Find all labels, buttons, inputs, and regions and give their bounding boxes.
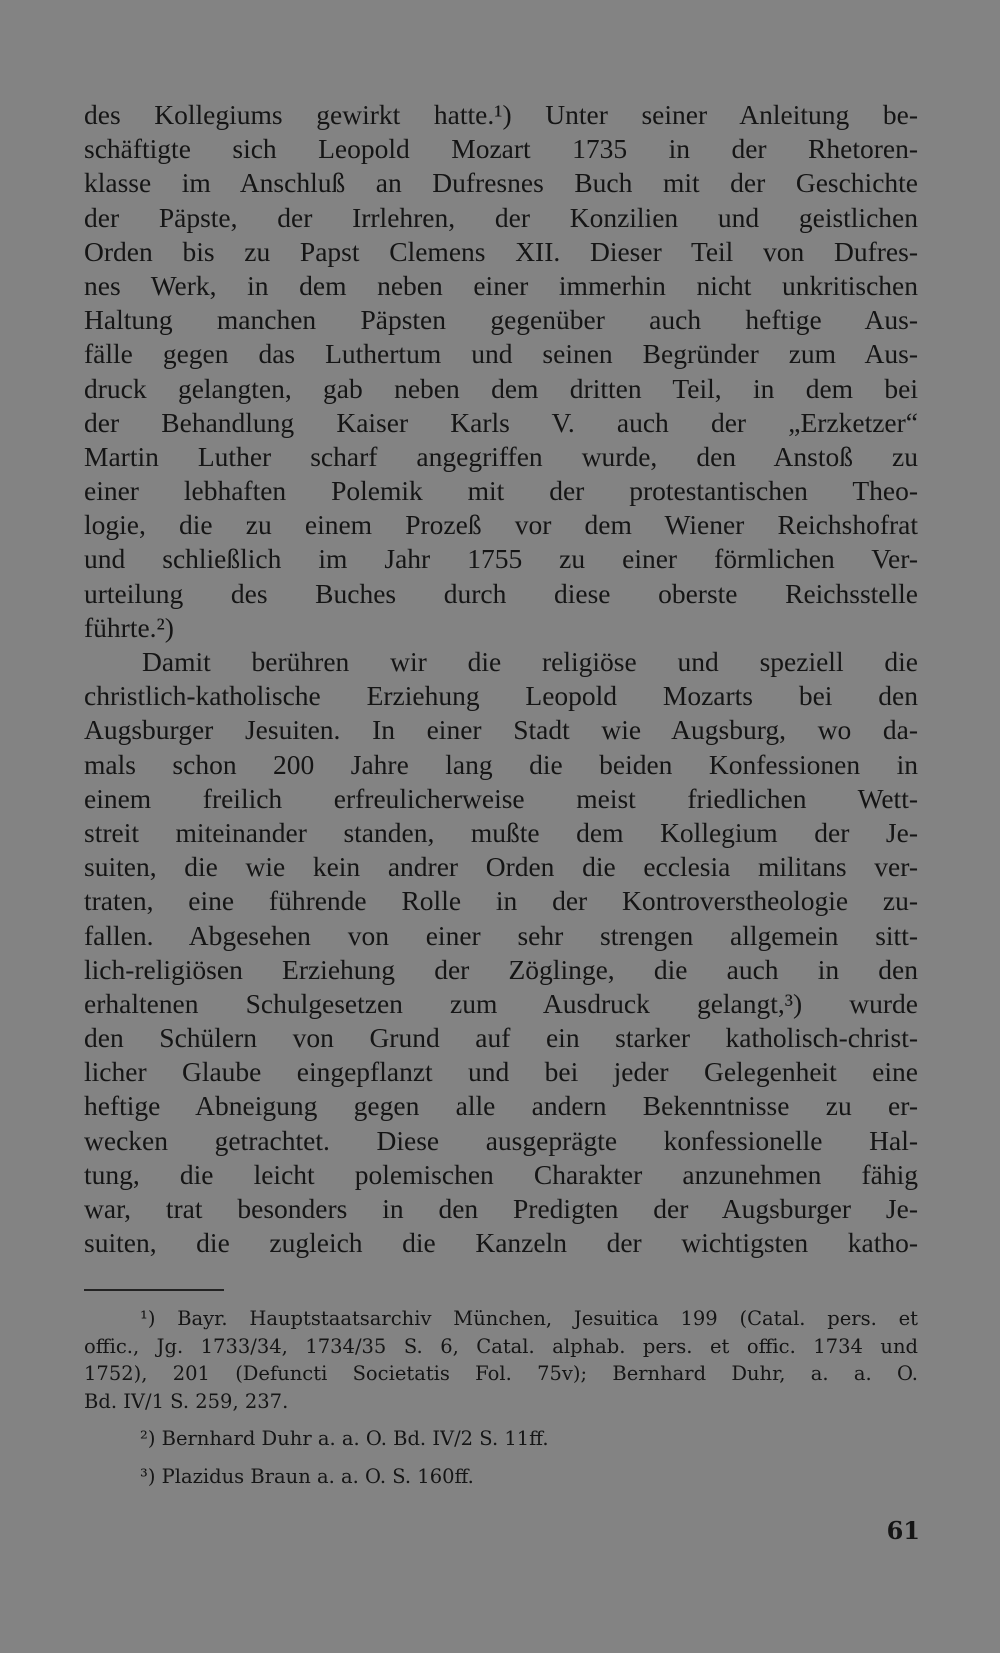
- footnote-divider: [84, 1289, 224, 1291]
- text-line: wecken getrachtet. Diese ausgeprägte konfessionelle Hal-: [84, 1124, 918, 1156]
- text-line: logie, die zu einem Prozeß vor dem Wiener Reichshofrat: [84, 509, 918, 541]
- text-line: einem freilich erfreulicherweise meist friedlichen Wett-: [84, 782, 918, 814]
- text-line: Martin Luther scharf angegriffen wurde, den Anstoß zu: [84, 440, 918, 472]
- text-line: Augsburger Jesuiten. In einer Stadt wie Augsburg, wo da-: [84, 714, 918, 746]
- text-line: fälle gegen das Luthertum und seinen Begründer zum Aus-: [84, 338, 918, 370]
- main-text: [84, 98, 918, 1260]
- text-line: nes Werk, in dem neben einer immerhin nicht unkritischen: [84, 269, 918, 301]
- text-line: Haltung manchen Päpsten gegenüber auch heftige Aus-: [84, 304, 918, 336]
- text-line: tung, die leicht polemischen Charakter anzunehmen fähig: [84, 1158, 918, 1190]
- text-line: den Schülern von Grund auf ein starker katholisch-christ-: [84, 1022, 918, 1054]
- text-line: und schließlich im Jahr 1755 zu einer förmlichen Ver-: [84, 543, 918, 575]
- footnote-3: ³) Plazidus Braun a. a. O. S. 160ff.: [140, 1464, 474, 1488]
- footnotes: [84, 1305, 918, 1490]
- text-line: war, trat besonders in den Predigten der Augsburger Je-: [84, 1193, 918, 1224]
- footnote-1-line: offic., Jg. 1733/34, 1734/35 S. 6, Catal. alphab. pers. et offic. 1734 und: [84, 1334, 918, 1358]
- footnote-1-line: 1752), 201 (Defuncti Societatis Fol. 75v); Bernhard Duhr, a. a. O.: [84, 1362, 918, 1385]
- text-line: lich-religiösen Erziehung der Zöglinge, die auch in den: [84, 953, 918, 985]
- text-line: suiten, die zugleich die Kanzeln der wichtigsten katho-: [84, 1227, 918, 1259]
- text-line: fallen. Abgesehen von einer sehr strengen allgemein sitt-: [84, 919, 918, 951]
- page-number: 61: [886, 1516, 920, 1545]
- text-line-paragraph-start: Damit berühren wir die religiöse und speziell die: [142, 646, 918, 677]
- text-line: suiten, die wie kein andrer Orden die ecclesia militans ver-: [84, 851, 918, 883]
- text-line: christlich-katholische Erziehung Leopold Mozarts bei den: [84, 680, 918, 712]
- text-line: des Kollegiums gewirkt hatte.¹) Unter seiner Anleitung be-: [84, 99, 918, 130]
- text-line: urteilung des Buches durch diese oberste Reichsstelle: [84, 577, 918, 609]
- footnote-2: ²) Bernhard Duhr a. a. O. Bd. IV/2 S. 11ff.: [140, 1427, 549, 1450]
- text-line: der Behandlung Kaiser Karls V. auch der „Erzketzer“: [84, 406, 918, 438]
- text-line: heftige Abneigung gegen alle andern Bekenntnisse zu er-: [84, 1090, 918, 1122]
- text-line: klasse im Anschluß an Dufresnes Buch mit der Geschichte: [84, 167, 918, 199]
- text-line: Orden bis zu Papst Clemens XII. Dieser Teil von Dufres-: [84, 235, 918, 267]
- text-line: führte.²): [84, 611, 174, 643]
- text-line: der Päpste, der Irrlehren, der Konzilien und geistlichen: [84, 201, 918, 233]
- text-line: streit miteinander standen, mußte dem Kollegium der Je-: [84, 816, 918, 848]
- footnote-1-line: ¹) Bayr. Hauptstaatsarchiv München, Jesuitica 199 (Catal. pers. et: [140, 1307, 918, 1330]
- footnote-1-line: Bd. IV/1 S. 259, 237.: [84, 1389, 289, 1413]
- text-line: licher Glaube eingepflanzt und bei jeder Gelegenheit eine: [84, 1056, 918, 1088]
- text-line: erhaltenen Schulgesetzen zum Ausdruck gelangt,³) wurde: [84, 987, 918, 1019]
- text-line: druck gelangten, gab neben dem dritten Teil, in dem bei: [84, 372, 918, 404]
- text-line: schäftigte sich Leopold Mozart 1735 in der Rhetoren-: [84, 133, 918, 165]
- text-line: einer lebhaften Polemik mit der protestantischen Theo-: [84, 475, 918, 507]
- text-line: traten, eine führende Rolle in der Kontroverstheologie zu-: [84, 885, 918, 917]
- text-line: mals schon 200 Jahre lang die beiden Konfessionen in: [84, 748, 918, 780]
